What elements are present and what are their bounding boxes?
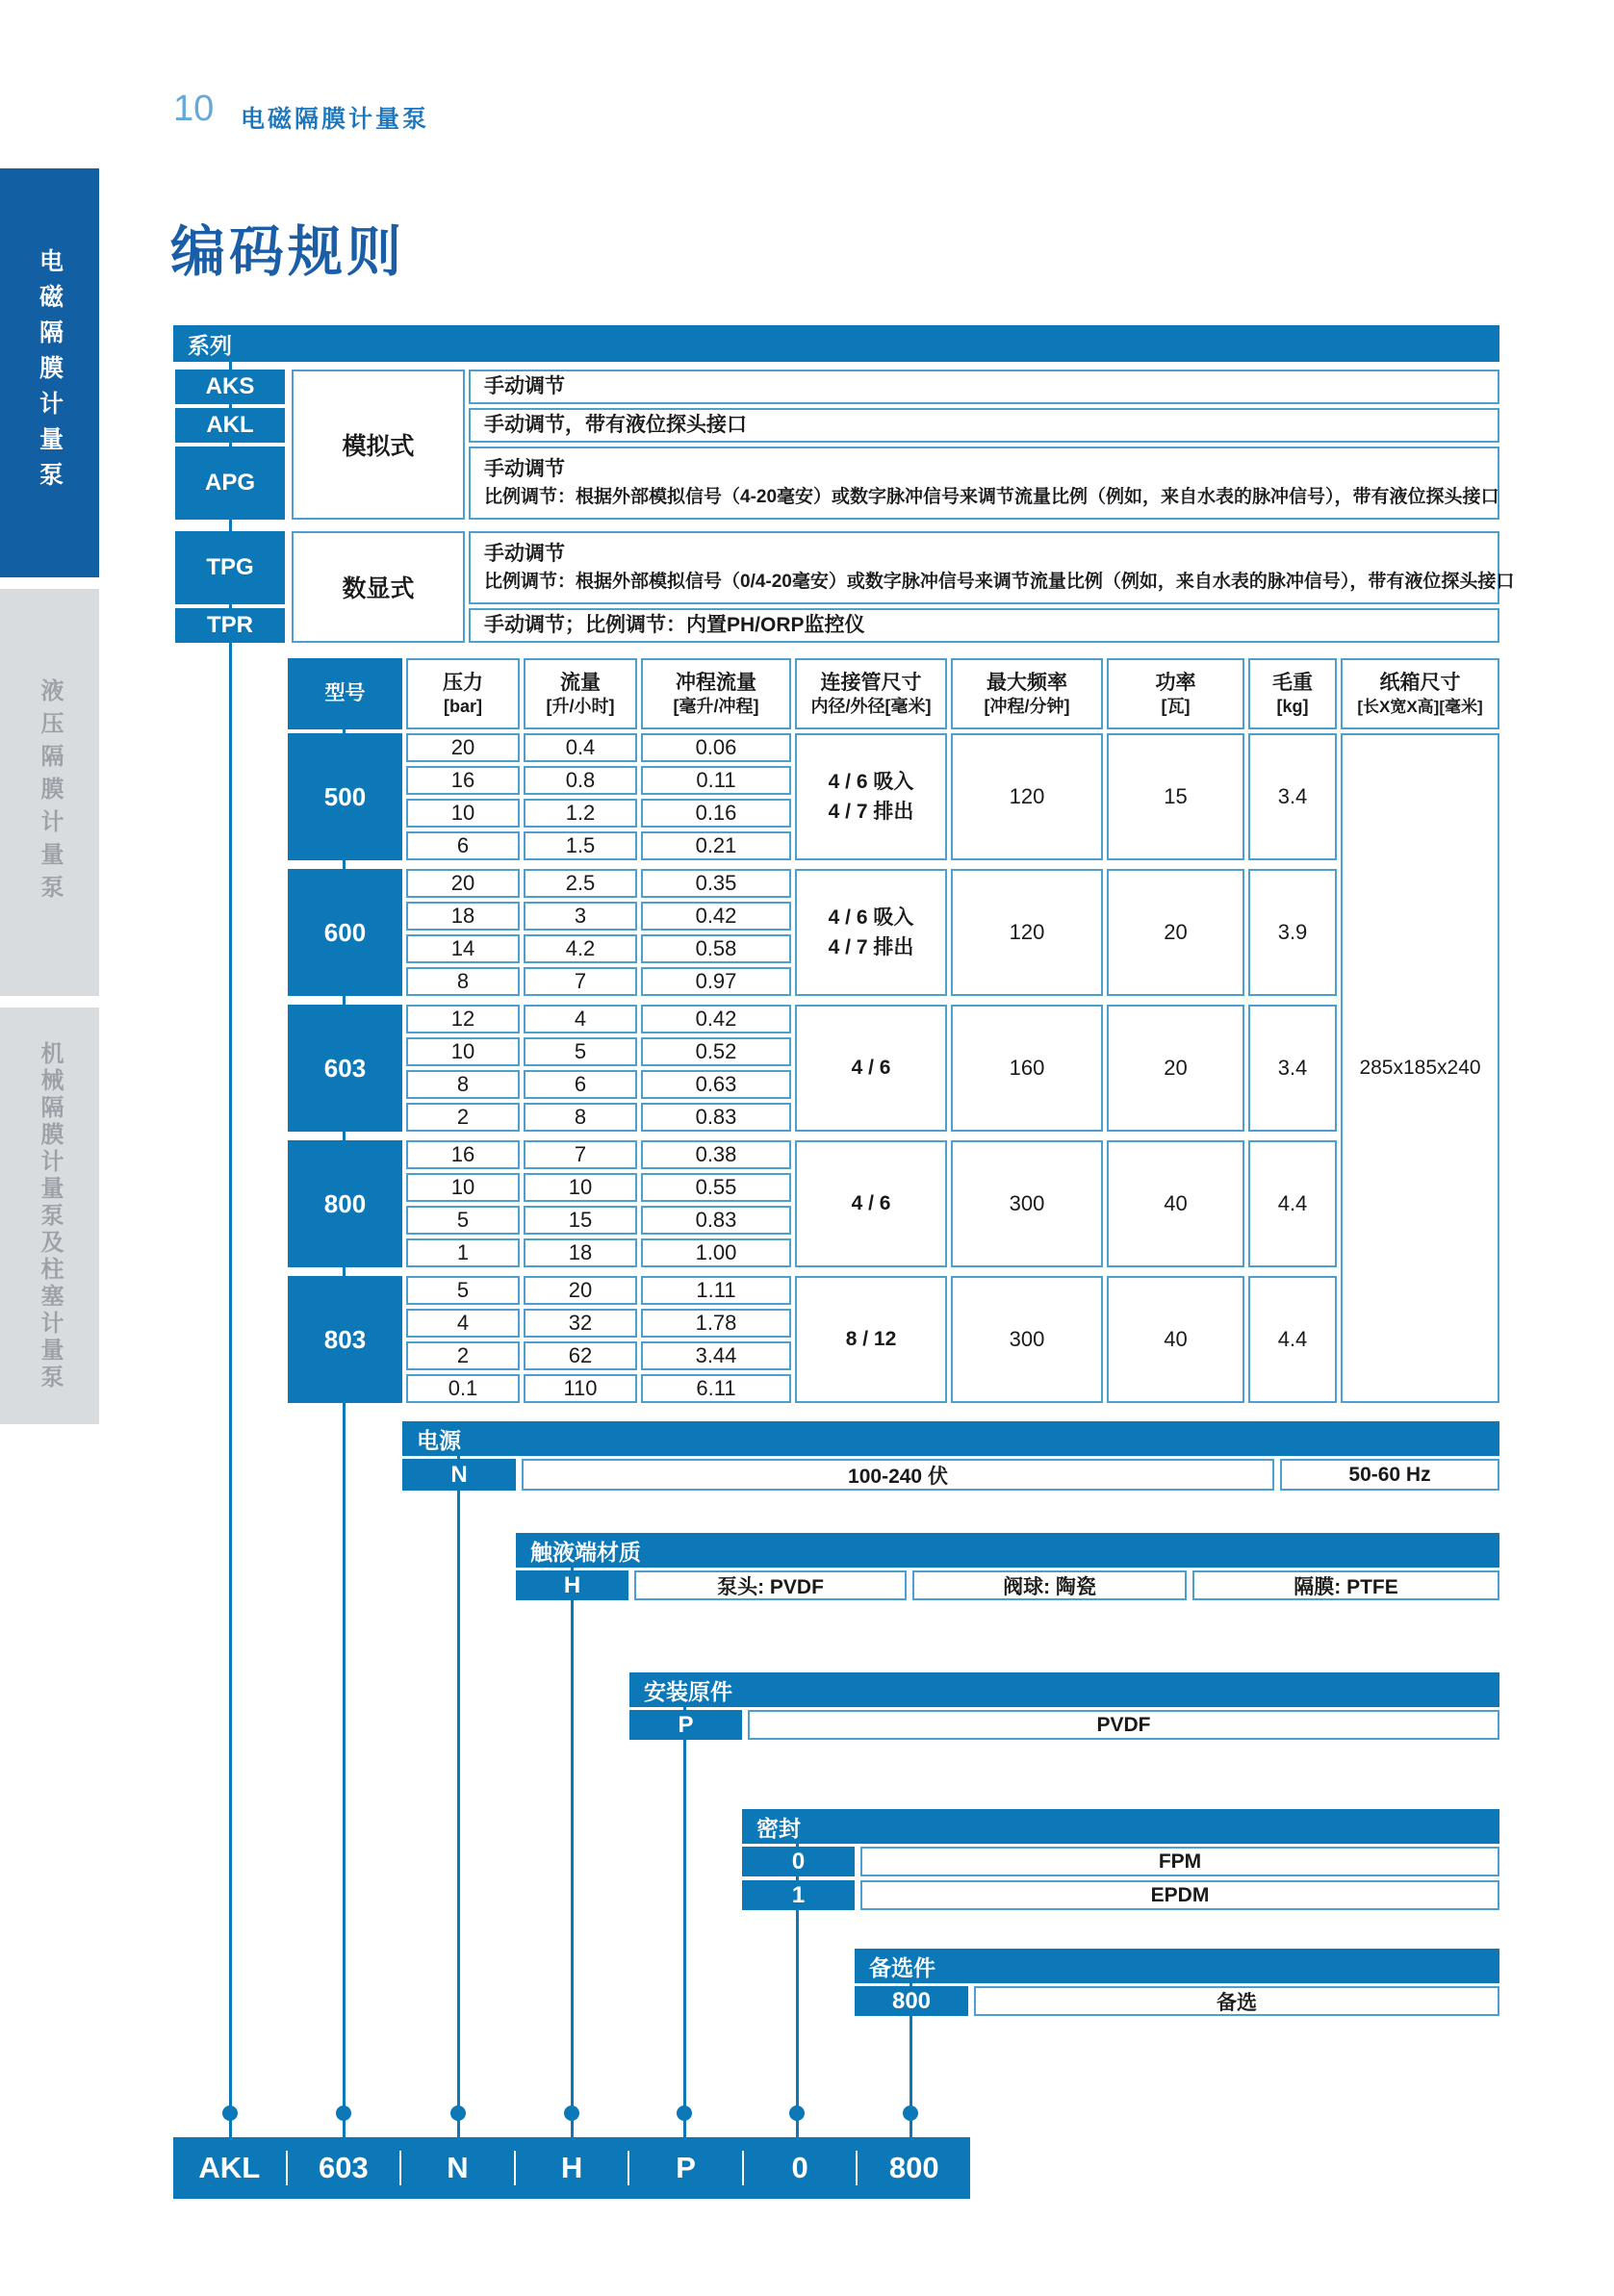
spec-col-label: 压力 xyxy=(443,671,483,694)
spec-table-header xyxy=(288,658,1499,729)
spec-value-cell: 18 xyxy=(406,902,520,931)
spec-value-cell: 20 xyxy=(406,869,520,898)
stroke-volume-column xyxy=(641,1140,791,1267)
spec-value-cell: 5 xyxy=(406,1276,520,1305)
spec-col-model xyxy=(288,658,402,729)
spec-group-800 xyxy=(288,1140,1337,1267)
installation-header-bar xyxy=(629,1672,1499,1707)
pipe-line: 4 / 7 排出 xyxy=(828,801,914,823)
series-desc-aks xyxy=(469,370,1499,404)
spec-col-flow xyxy=(524,658,637,729)
spec-col-unit: [毫升/冲程] xyxy=(673,696,759,716)
series-desc-text: 手动调节；比例调节：内置PH/ORP监控仪 xyxy=(484,613,865,636)
pipe-line: 8 / 12 xyxy=(845,1328,897,1351)
gross-weight-cell: 3.9 xyxy=(1248,869,1337,996)
installation-header-label: 安装原件 xyxy=(644,1678,732,1704)
spec-col-unit: [kg] xyxy=(1276,696,1309,716)
pipe-line: 4 / 6 xyxy=(851,1192,891,1215)
code-segment-optional: 800 xyxy=(888,2151,939,2184)
spec-value-cell: 10 xyxy=(524,1173,637,1202)
seal-code-0-cell: 0 xyxy=(742,1847,855,1876)
spec-value-cell: 20 xyxy=(406,733,520,762)
optional-header-label: 备选件 xyxy=(869,1954,935,1980)
material-diaphragm-cell: 隔膜: PTFE xyxy=(1192,1570,1499,1600)
spec-col-max-frequency xyxy=(951,658,1103,729)
series-code-tpr: TPR xyxy=(175,608,285,643)
spec-col-label: 毛重 xyxy=(1272,671,1313,694)
pipe-size-cell xyxy=(795,1276,947,1403)
pipe-size-cell xyxy=(795,869,947,996)
connector-dot xyxy=(450,2105,466,2121)
spec-group-500 xyxy=(288,733,1337,860)
connector-line xyxy=(571,1563,574,2137)
spec-value-cell: 1 xyxy=(406,1238,520,1267)
page-number: 10 xyxy=(173,89,215,129)
gross-weight-cell: 3.4 xyxy=(1248,733,1337,860)
max-frequency-cell: 160 xyxy=(951,1005,1103,1132)
sidebar-tab-hydraulic-pumps[interactable]: 液压隔膜计量泵 xyxy=(0,589,99,996)
page-title: 编码规则 xyxy=(170,221,405,283)
code-segment-model: 603 xyxy=(319,2151,369,2184)
spec-value-cell: 2 xyxy=(406,1103,520,1132)
installation-code-cell: P xyxy=(629,1710,742,1740)
spec-value-cell: 1.00 xyxy=(641,1238,791,1267)
seal-header-bar xyxy=(742,1809,1499,1844)
spec-value-cell: 10 xyxy=(406,799,520,828)
spec-col-unit: 内径/外径[毫米] xyxy=(810,696,932,716)
sidebar-tab-mechanical-pumps[interactable]: 机械隔膜计量泵及柱塞计量泵 xyxy=(0,1008,99,1424)
max-frequency-cell: 300 xyxy=(951,1140,1103,1267)
gross-weight-cell: 3.4 xyxy=(1248,1005,1337,1132)
spec-col-label: 最大频率 xyxy=(986,671,1067,694)
spec-value-cell: 0.1 xyxy=(406,1374,520,1403)
spec-value-cell: 0.38 xyxy=(641,1140,791,1169)
pipe-size-cell xyxy=(795,733,947,860)
power-cell: 20 xyxy=(1107,1005,1244,1132)
spec-value-cell: 10 xyxy=(406,1173,520,1202)
spec-value-cell: 16 xyxy=(406,1140,520,1169)
series-desc-apg xyxy=(469,446,1499,520)
model-cell: 800 xyxy=(288,1140,402,1267)
power-code-cell: N xyxy=(402,1459,516,1491)
flow-column xyxy=(524,1276,637,1403)
max-frequency-cell: 300 xyxy=(951,1276,1103,1403)
pressure-column xyxy=(406,1140,520,1267)
flow-column xyxy=(524,1005,637,1132)
spec-value-cell: 4.2 xyxy=(524,934,637,963)
spec-value-cell: 1.5 xyxy=(524,831,637,860)
spec-col-label: 流量 xyxy=(560,671,601,694)
connector-dot xyxy=(789,2105,805,2121)
spec-col-stroke-volume xyxy=(641,658,791,729)
series-code-apg: APG xyxy=(175,446,285,520)
spec-group-803 xyxy=(288,1276,1337,1403)
spec-value-cell: 6.11 xyxy=(641,1374,791,1403)
material-valve-ball-cell: 阀球: 陶瓷 xyxy=(912,1570,1187,1600)
code-segment-seal: 0 xyxy=(791,2151,808,2184)
spec-col-label: 连接管尺寸 xyxy=(820,671,922,694)
spec-value-cell: 5 xyxy=(524,1037,637,1066)
series-type-digital: 数显式 xyxy=(292,531,465,643)
pipe-line: 4 / 6 xyxy=(851,1057,891,1080)
spec-value-cell: 62 xyxy=(524,1341,637,1370)
model-code-bar xyxy=(173,2137,970,2199)
spec-value-cell: 0.11 xyxy=(641,766,791,795)
spec-value-cell: 2 xyxy=(406,1341,520,1370)
spec-col-label: 纸箱尺寸 xyxy=(1379,672,1461,695)
power-cell: 40 xyxy=(1107,1276,1244,1403)
series-desc-text: 手动调节 xyxy=(484,543,565,565)
connector-line xyxy=(457,1451,460,2137)
power-header-bar xyxy=(402,1421,1499,1456)
spec-value-cell: 0.83 xyxy=(641,1206,791,1235)
spec-value-cell: 0.52 xyxy=(641,1037,791,1066)
spec-value-cell: 0.42 xyxy=(641,902,791,931)
gross-weight-cell: 4.4 xyxy=(1248,1140,1337,1267)
spec-col-label: 功率 xyxy=(1155,671,1196,694)
spec-value-cell: 0.16 xyxy=(641,799,791,828)
code-segment-power: N xyxy=(447,2151,469,2184)
pipe-line: 4 / 6 吸入 xyxy=(828,906,914,929)
model-cell: 603 xyxy=(288,1005,402,1132)
material-code-cell: H xyxy=(516,1570,628,1600)
pressure-column xyxy=(406,1276,520,1403)
optional-value-cell: 备选 xyxy=(974,1986,1499,2016)
spec-col-label: 冲程流量 xyxy=(676,671,756,694)
pipe-size-cell xyxy=(795,1005,947,1132)
max-frequency-cell: 120 xyxy=(951,733,1103,860)
spec-col-gross-weight xyxy=(1248,658,1337,729)
pressure-column xyxy=(406,733,520,860)
max-frequency-cell: 120 xyxy=(951,869,1103,996)
series-desc-text: 比例调节：根据外部模拟信号（0/4-20毫安）或数字脉冲信号来调节流量比例（例如，来自水表的脉冲信号），带有液位探头接口 xyxy=(484,572,1515,593)
sidebar-tab-solenoid-pumps[interactable]: 电磁隔膜计量泵 xyxy=(0,168,99,577)
spec-col-pressure xyxy=(406,658,520,729)
spec-col-carton-size xyxy=(1341,658,1499,729)
connector-line xyxy=(683,1702,686,2137)
spec-value-cell: 1.2 xyxy=(524,799,637,828)
series-desc-akl xyxy=(469,408,1499,443)
stroke-volume-column xyxy=(641,733,791,860)
flow-column xyxy=(524,869,637,996)
installation-value-cell: PVDF xyxy=(748,1710,1499,1740)
code-segment-installation: P xyxy=(676,2151,696,2184)
spec-value-cell: 4 xyxy=(524,1005,637,1033)
spec-value-cell: 0.63 xyxy=(641,1070,791,1099)
spec-col-label: 型号 xyxy=(324,682,366,705)
connector-dot xyxy=(677,2105,692,2121)
series-desc-tpr xyxy=(469,608,1499,643)
spec-value-cell: 0.97 xyxy=(641,967,791,996)
pipe-line: 4 / 6 吸入 xyxy=(828,770,914,793)
spec-value-cell: 5 xyxy=(406,1206,520,1235)
spec-col-unit: [瓦] xyxy=(1161,696,1191,716)
spec-col-unit: [升/小时] xyxy=(546,696,615,716)
spec-value-cell: 0.42 xyxy=(641,1005,791,1033)
material-header-bar xyxy=(516,1533,1499,1568)
carton-size-cell: 285x185x240 xyxy=(1341,733,1499,1403)
spec-value-cell: 6 xyxy=(406,831,520,860)
spec-value-cell: 7 xyxy=(524,1140,637,1169)
stroke-volume-column xyxy=(641,1005,791,1132)
spec-group-600 xyxy=(288,869,1337,996)
seal-header-label: 密封 xyxy=(756,1815,801,1841)
spec-value-cell: 16 xyxy=(406,766,520,795)
series-header-bar xyxy=(173,325,1499,362)
series-desc-text: 比例调节：根据外部模拟信号（4-20毫安）或数字脉冲信号来调节流量比例（例如，来自水表的脉冲信号），带有液位探头接口 xyxy=(484,487,1499,508)
material-pump-head-cell: 泵头: PVDF xyxy=(634,1570,907,1600)
model-cell: 803 xyxy=(288,1276,402,1403)
power-header-label: 电源 xyxy=(417,1427,461,1453)
seal-value-epdm-cell: EPDM xyxy=(860,1880,1499,1910)
series-code-tpg: TPG xyxy=(175,531,285,604)
spec-value-cell: 110 xyxy=(524,1374,637,1403)
spec-value-cell: 6 xyxy=(524,1070,637,1099)
series-desc-text: 手动调节 xyxy=(484,374,565,397)
page-category: 电磁隔膜计量泵 xyxy=(241,106,430,133)
spec-value-cell: 0.06 xyxy=(641,733,791,762)
spec-value-cell: 8 xyxy=(406,1070,520,1099)
spec-value-cell: 8 xyxy=(524,1103,637,1132)
spec-col-unit: [冲程/分钟] xyxy=(984,696,1070,716)
series-desc-text: 手动调节 xyxy=(484,458,565,480)
power-cell: 20 xyxy=(1107,869,1244,996)
spec-value-cell: 0.8 xyxy=(524,766,637,795)
spec-col-unit: [bar] xyxy=(444,696,482,716)
spec-value-cell: 1.78 xyxy=(641,1309,791,1338)
spec-value-cell: 15 xyxy=(524,1206,637,1235)
spec-value-cell: 14 xyxy=(406,934,520,963)
pipe-size-cell xyxy=(795,1140,947,1267)
model-cell: 500 xyxy=(288,733,402,860)
pipe-line: 4 / 7 排出 xyxy=(828,936,914,958)
spec-col-power xyxy=(1107,658,1244,729)
gross-weight-cell: 4.4 xyxy=(1248,1276,1337,1403)
spec-col-pipe-size xyxy=(795,658,947,729)
spec-group-603 xyxy=(288,1005,1337,1132)
series-desc-text: 手动调节，带有液位探头接口 xyxy=(484,413,747,436)
spec-value-cell: 0.21 xyxy=(641,831,791,860)
stroke-volume-column xyxy=(641,869,791,996)
optional-code-cell: 800 xyxy=(855,1986,968,2016)
spec-value-cell: 3 xyxy=(524,902,637,931)
series-code-aks: AKS xyxy=(175,370,285,404)
connector-dot xyxy=(222,2105,238,2121)
spec-value-cell: 12 xyxy=(406,1005,520,1033)
spec-value-cell: 2.5 xyxy=(524,869,637,898)
spec-value-cell: 7 xyxy=(524,967,637,996)
model-cell: 600 xyxy=(288,869,402,996)
spec-value-cell: 0.55 xyxy=(641,1173,791,1202)
connector-dot xyxy=(336,2105,351,2121)
pressure-column xyxy=(406,1005,520,1132)
series-type-analog: 模拟式 xyxy=(292,370,465,520)
optional-header-bar xyxy=(855,1949,1499,1983)
pressure-column xyxy=(406,869,520,996)
spec-value-cell: 10 xyxy=(406,1037,520,1066)
spec-col-unit: [长X宽X高][毫米] xyxy=(1357,697,1483,716)
code-segment-series: AKL xyxy=(198,2151,261,2184)
spec-value-cell: 20 xyxy=(524,1276,637,1305)
power-voltage-cell: 100-240 伏 xyxy=(522,1459,1274,1491)
spec-value-cell: 18 xyxy=(524,1238,637,1267)
spec-value-cell: 8 xyxy=(406,967,520,996)
seal-value-fpm-cell: FPM xyxy=(860,1847,1499,1876)
series-desc-tpg xyxy=(469,531,1515,604)
spec-value-cell: 3.44 xyxy=(641,1341,791,1370)
stroke-volume-column xyxy=(641,1276,791,1403)
spec-value-cell: 0.4 xyxy=(524,733,637,762)
spec-value-cell: 0.58 xyxy=(641,934,791,963)
spec-value-cell: 32 xyxy=(524,1309,637,1338)
flow-column xyxy=(524,733,637,860)
power-cell: 40 xyxy=(1107,1140,1244,1267)
spec-value-cell: 4 xyxy=(406,1309,520,1338)
series-code-akl: AKL xyxy=(175,408,285,443)
flow-column xyxy=(524,1140,637,1267)
connector-dot xyxy=(903,2105,918,2121)
power-frequency-cell: 50-60 Hz xyxy=(1280,1459,1499,1491)
spec-value-cell: 0.83 xyxy=(641,1103,791,1132)
seal-code-1-cell: 1 xyxy=(742,1880,855,1910)
spec-value-cell: 1.11 xyxy=(641,1276,791,1305)
code-segment-material: H xyxy=(560,2151,583,2184)
connector-dot xyxy=(564,2105,579,2121)
power-cell: 15 xyxy=(1107,733,1244,860)
series-header-label: 系列 xyxy=(188,332,232,358)
spec-value-cell: 0.35 xyxy=(641,869,791,898)
material-header-label: 触液端材质 xyxy=(530,1539,641,1565)
